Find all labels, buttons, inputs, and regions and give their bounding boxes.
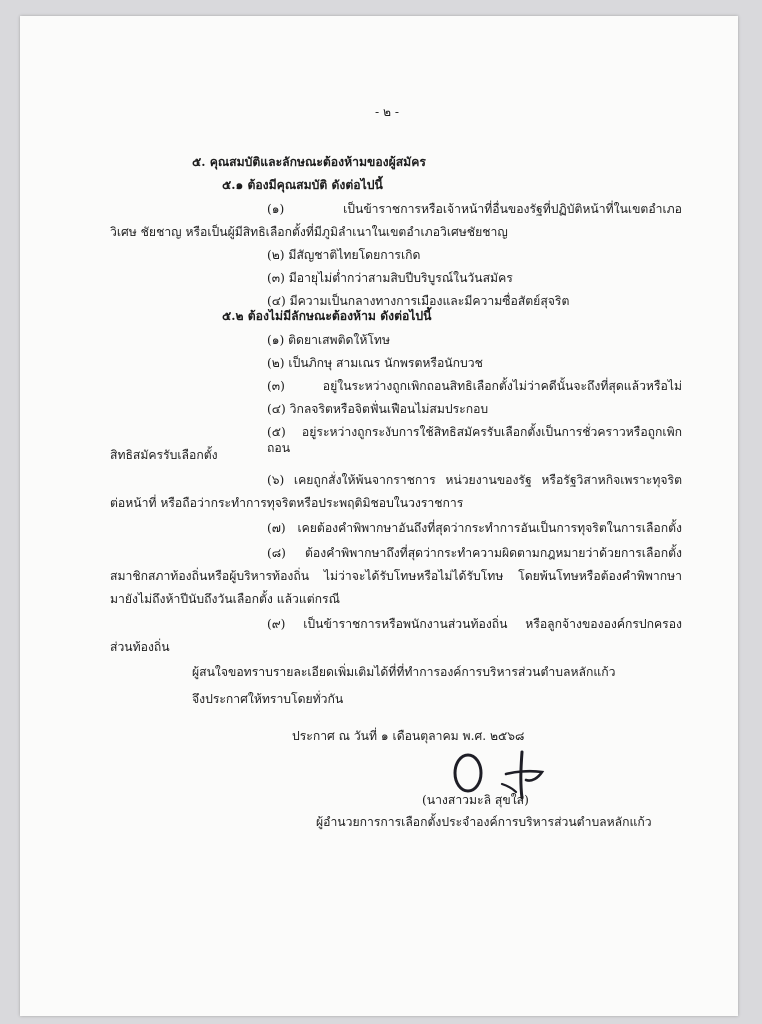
sub2-heading: ๕.๒ ต้องไม่มีลักษณะต้องห้าม ดังต่อไปนี้ [222,309,432,323]
page-number: - ๒ - [375,105,400,119]
inquiry-text: ผู้สนใจขอทราบรายละเอียดเพิ่มเติมได้ที่ที่ทำการองค์การบริหารส่วนตำบลหลักแก้ว [192,665,616,679]
sub2-item-2: (๒) เป็นภิกษุ สามเณร นักพรตหรือนักบวช [267,356,483,370]
sub1-heading: ๕.๑ ต้องมีคุณสมบัติ ดังต่อไปนี้ [222,178,383,192]
sub2-item-8: (๘) ต้องคำพิพากษาถึงที่สุดว่ากระทำความผิดตามกฎหมายว่าด้วยการเลือกตั้ง [267,546,682,560]
sub2-item-8-cont-2: มายังไม่ถึงห้าปีนับถึงวันเลือกตั้ง แล้วแต่กรณี [110,592,340,606]
sub2-item-7: (๗) เคยต้องคำพิพากษาอันถึงที่สุดว่ากระทำการอันเป็นการทุจริตในการเลือกตั้ง [267,521,682,535]
signer-title: ผู้อำนวยการการเลือกตั้งประจำองค์การบริหารส่วนตำบลหลักแก้ว [316,815,652,829]
sub1-item-3: (๓) มีอายุไม่ต่ำกว่าสามสิบปีบริบูรณ์ในวันสมัคร [267,271,513,285]
sub1-item-1-cont: วิเศษ ชัยชาญ หรือเป็นผู้มีสิทธิเลือกตั้งที่มีภูมิลำเนาในเขตอำเภอวิเศษชัยชาญ [110,225,508,239]
sub2-item-9-cont: ส่วนท้องถิ่น [110,640,170,654]
sub2-item-8-cont-1: สมาชิกสภาท้องถิ่นหรือผู้บริหารท้องถิ่น ไม่ว่าจะได้รับโทษหรือไม่ได้รับโทษ โดยพ้นโทษหรือต้องคำพิพากษา [110,569,682,583]
sub2-item-6-cont: ต่อหน้าที่ หรือถือว่ากระทำการทุจริตหรือประพฤติมิชอบในวงราชการ [110,496,464,510]
sub2-item-1: (๑) ติดยาเสพติดให้โทษ [267,333,390,347]
signer-name: (นางสาวมะลิ สุขใส) [422,793,529,807]
sub2-item-9: (๙) เป็นข้าราชการหรือพนักงานส่วนท้องถิ่น หรือลูกจ้างขององค์กรปกครอง [267,617,682,631]
announcement-date: ประกาศ ณ วันที่ ๑ เดือนตุลาคม พ.ศ. ๒๕๖๘ [292,729,525,743]
sub1-item-1: (๑) เป็นข้าราชการหรือเจ้าหน้าที่อื่นของรัฐที่ปฏิบัติหน้าที่ในเขตอำเภอ [267,202,682,216]
sub2-item-5: (๕) อยู่ระหว่างถูกระงับการใช้สิทธิสมัครรับเลือกตั้งเป็นการชั่วคราวหรือถูกเพิกถอน [267,425,682,455]
sub1-item-4: (๔) มีความเป็นกลางทางการเมืองและมีความซื่อสัตย์สุจริต [267,294,570,308]
sub2-item-5-cont: สิทธิสมัครรับเลือกตั้ง [110,448,218,462]
document-page [20,16,738,1016]
closing-text: จึงประกาศให้ทราบโดยทั่วกัน [192,692,344,706]
sub1-item-2: (๒) มีสัญชาติไทยโดยการเกิด [267,248,421,262]
sub2-item-3: (๓) อยู่ในระหว่างถูกเพิกถอนสิทธิเลือกตั้งไม่ว่าคดีนั้นจะถึงที่สุดแล้วหรือไม่ [267,379,682,393]
section-heading: ๕. คุณสมบัติและลักษณะต้องห้ามของผู้สมัคร [192,155,426,169]
sub2-item-6: (๖) เคยถูกสั่งให้พ้นจากราชการ หน่วยงานของรัฐ หรือรัฐวิสาหกิจเพราะทุจริต [267,473,682,487]
sub2-item-4: (๔) วิกลจริตหรือจิตฟั่นเฟือนไม่สมประกอบ [267,402,489,416]
document-body [20,16,738,1016]
